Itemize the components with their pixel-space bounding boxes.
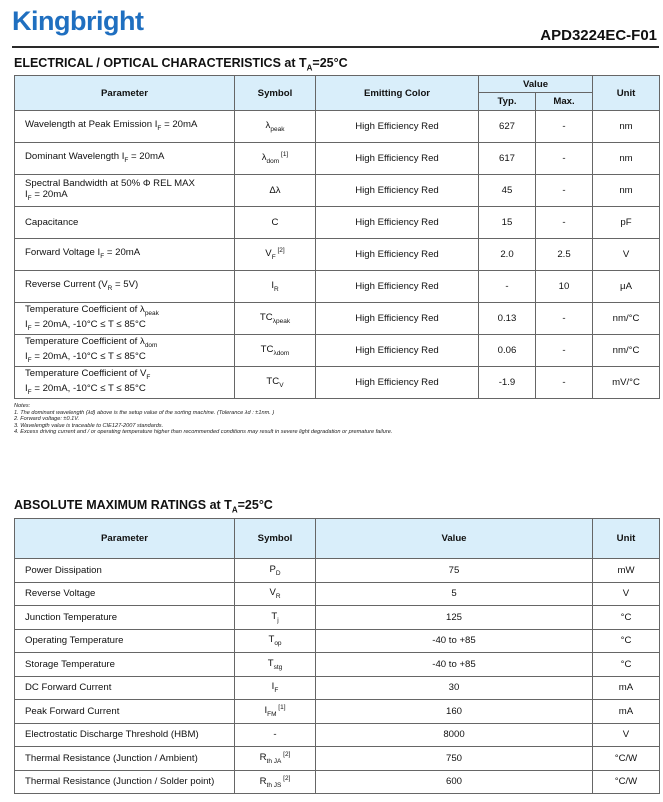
parameter-text: I — [25, 188, 28, 200]
parameter-cell — [15, 207, 235, 239]
parameter-line — [25, 336, 230, 351]
unit-cell: °C/W — [593, 770, 660, 794]
parameter-subscript: F — [27, 194, 32, 202]
parameter-line — [25, 304, 230, 319]
table-row — [15, 747, 660, 771]
typ-value-cell: - — [479, 271, 536, 303]
symbol-text: I — [271, 280, 274, 292]
table-row — [15, 239, 660, 271]
parameter-condition — [25, 189, 230, 204]
symbol-text: - — [273, 729, 277, 741]
value-cell: -40 to +85 — [316, 629, 593, 653]
brand-logo: Kingbright — [12, 6, 144, 36]
symbol-note-ref: [2] — [281, 751, 291, 759]
table-row — [15, 770, 660, 794]
parameter-cell: Electrostatic Discharge Threshold (HBM) — [15, 723, 235, 747]
symbol-text: T — [271, 610, 278, 622]
parameter-condition — [25, 383, 230, 398]
electrical-section-title: ELECTRICAL / OPTICAL CHARACTERISTICS at $T_A=25^\circ C$ — [14, 56, 348, 73]
unit-cell: V — [593, 239, 660, 271]
parameter-text: Dominant Wavelength I — [25, 151, 125, 163]
typ-value-cell: 0.13 — [479, 303, 536, 335]
typ-value-cell: 2.0 — [479, 239, 536, 271]
table-row — [15, 606, 660, 630]
header-symbol: Symbol — [235, 519, 316, 559]
parameter-cell — [15, 111, 235, 143]
symbol-text: I — [264, 705, 268, 717]
parameter-cell: Reverse Voltage — [15, 582, 235, 606]
table-row — [15, 143, 660, 175]
max-value-cell: 2.5 — [536, 239, 593, 271]
parameter-subscript: F — [27, 356, 32, 364]
table-row — [15, 111, 660, 143]
parameter-tail: = 20mA — [161, 119, 198, 131]
symbol-subscript: stg — [273, 663, 283, 671]
typ-value-cell: 617 — [479, 143, 536, 175]
notes-block — [14, 403, 392, 436]
symbol-text: C — [271, 217, 279, 228]
max-value-cell: 10 — [536, 271, 593, 303]
parameter-text: Temperature Coefficient of λ — [25, 303, 145, 315]
parameter-text: Temperature Coefficient of V — [25, 367, 147, 379]
typ-value-cell: 0.06 — [479, 335, 536, 367]
unit-cell: mA — [593, 676, 660, 700]
unit-cell: nm — [593, 143, 660, 175]
parameter-cell: Thermal Resistance (Junction / Solder point) — [15, 770, 235, 794]
symbol-cell — [235, 271, 316, 303]
parameter-text: Reverse Current (V — [25, 279, 108, 291]
symbol-subscript: R — [273, 285, 279, 293]
table-row — [15, 175, 660, 207]
typ-value-cell: 15 — [479, 207, 536, 239]
typ-value-cell: 627 — [479, 111, 536, 143]
parameter-text: Forward Voltage I — [25, 247, 101, 259]
symbol-cell — [235, 143, 316, 175]
parameter-cell — [15, 303, 235, 335]
symbol-text: Δλ — [269, 185, 281, 196]
value-cell: 8000 — [316, 723, 593, 747]
max-value-cell: - — [536, 175, 593, 207]
symbol-cell — [235, 303, 316, 335]
symbol-text: R — [259, 775, 267, 787]
electrical-characteristics-table — [14, 75, 660, 399]
symbol-subscript: R — [275, 593, 281, 601]
symbol-text: V — [269, 587, 276, 599]
value-cell: 600 — [316, 770, 593, 794]
symbol-subscript: F — [274, 687, 279, 695]
symbol-cell — [235, 629, 316, 653]
symbol-subscript: FM — [267, 711, 277, 719]
parameter-tail: = 20mA — [104, 247, 141, 259]
symbol-subscript: th JA — [266, 758, 282, 766]
note-item: 3. Wavelength value is traceable to CIE127-2007 standards. — [14, 422, 164, 429]
max-value-cell: - — [536, 143, 593, 175]
header-max: Max. — [536, 93, 593, 111]
parameter-text: Capacitance — [25, 217, 79, 228]
symbol-subscript: D — [275, 569, 281, 577]
unit-cell: nm/°C — [593, 335, 660, 367]
table-row — [15, 582, 660, 606]
unit-cell: V — [593, 582, 660, 606]
symbol-text: V — [265, 248, 272, 260]
symbol-subscript: dom — [266, 158, 280, 166]
parameter-subscript: peak — [144, 309, 159, 317]
header-value: Value — [479, 76, 593, 93]
unit-cell: °C — [593, 606, 660, 630]
symbol-note-ref: [1] — [279, 151, 289, 159]
unit-cell: °C — [593, 629, 660, 653]
value-cell: 160 — [316, 700, 593, 724]
max-value-cell: - — [536, 111, 593, 143]
symbol-cell — [235, 676, 316, 700]
parameter-line — [25, 151, 230, 166]
emitting-color-cell: High Efficiency Red — [316, 143, 479, 175]
symbol-subscript: op — [274, 640, 282, 648]
unit-cell: °C — [593, 653, 660, 677]
parameter-text: Wavelength at Peak Emission I — [25, 119, 158, 131]
symbol-text: T — [268, 634, 275, 646]
symbol-cell — [235, 747, 316, 771]
symbol-cell — [235, 207, 316, 239]
table-row — [15, 700, 660, 724]
value-cell: 750 — [316, 747, 593, 771]
header-unit: Unit — [593, 519, 660, 559]
parameter-cell: Power Dissipation — [15, 559, 235, 583]
value-cell: 75 — [316, 559, 593, 583]
parameter-text: I — [25, 382, 28, 394]
symbol-text: TC — [259, 312, 273, 324]
table-row — [15, 303, 660, 335]
part-number: APD3224EC-F01 — [540, 27, 657, 44]
parameter-tail: = 20mA, -10°C ≤ T ≤ 85°C — [31, 350, 146, 362]
symbol-subscript: F — [271, 254, 276, 262]
symbol-text: TC — [260, 344, 274, 356]
parameter-tail: = 20mA, -10°C ≤ T ≤ 85°C — [31, 382, 146, 394]
header-divider — [12, 46, 659, 48]
parameter-condition — [25, 351, 230, 366]
unit-cell: mV/°C — [593, 367, 660, 399]
table-row — [15, 207, 660, 239]
table-row — [15, 559, 660, 583]
emitting-color-cell: High Efficiency Red — [316, 175, 479, 207]
symbol-cell — [235, 367, 316, 399]
symbol-subscript: th JS — [266, 781, 282, 789]
parameter-cell — [15, 175, 235, 207]
parameter-text: I — [25, 318, 28, 330]
note-item: 2. Forward voltage: ±0.1V. — [14, 416, 80, 423]
parameter-subscript: F — [100, 252, 105, 260]
parameter-cell: Storage Temperature — [15, 653, 235, 677]
value-cell: 5 — [316, 582, 593, 606]
parameter-cell: Peak Forward Current — [15, 700, 235, 724]
unit-cell: mW — [593, 559, 660, 583]
unit-cell: μA — [593, 271, 660, 303]
unit-cell: nm — [593, 111, 660, 143]
table-row — [15, 676, 660, 700]
emitting-color-cell: High Efficiency Red — [316, 111, 479, 143]
parameter-line — [25, 247, 230, 262]
symbol-subscript: j — [277, 616, 279, 624]
parameter-line — [25, 279, 230, 294]
parameter-cell — [15, 143, 235, 175]
note-item: 1. The dominant wavelength (λd) above is the setup value of the sorting machine. (Tolerance λd : ±1nm. ) — [14, 409, 275, 416]
symbol-text: λ — [261, 152, 267, 164]
parameter-tail: = 20mA, -10°C ≤ T ≤ 85°C — [31, 318, 146, 330]
parameter-subscript: F — [27, 388, 32, 396]
parameter-text: I — [25, 350, 28, 362]
unit-cell: nm — [593, 175, 660, 207]
emitting-color-cell: High Efficiency Red — [316, 207, 479, 239]
symbol-cell — [235, 606, 316, 630]
symbol-note-ref: [2] — [275, 247, 285, 255]
parameter-text: Spectral Bandwidth at 50% Φ REL MAX — [25, 177, 195, 189]
symbol-cell — [235, 239, 316, 271]
unit-cell: V — [593, 723, 660, 747]
max-value-cell: - — [536, 335, 593, 367]
emitting-color-cell: High Efficiency Red — [316, 303, 479, 335]
parameter-tail: = 20mA — [128, 151, 165, 163]
emitting-color-cell: High Efficiency Red — [316, 239, 479, 271]
symbol-cell — [235, 582, 316, 606]
parameter-line — [25, 178, 230, 189]
symbol-text: P — [269, 563, 276, 575]
absolute-max-section-title: ABSOLUTE MAXIMUM RATINGS at $T_A=25^\circ C$ — [14, 498, 273, 515]
notes-title: Notes: — [14, 403, 31, 409]
parameter-subscript: F — [157, 124, 162, 132]
parameter-cell — [15, 239, 235, 271]
parameter-cell: Thermal Resistance (Junction / Ambient) — [15, 747, 235, 771]
table-row — [15, 653, 660, 677]
symbol-cell — [235, 559, 316, 583]
note-item: 4. Excess driving current and / or operating temperature higher than recommended conditions may result in severe light degradation or premature failure. — [14, 429, 393, 436]
unit-cell: °C/W — [593, 747, 660, 771]
unit-cell: mA — [593, 700, 660, 724]
header-typ: Typ. — [479, 93, 536, 111]
table-row — [15, 335, 660, 367]
header-parameter: Parameter — [15, 519, 235, 559]
symbol-text: I — [271, 681, 275, 693]
symbol-cell — [235, 723, 316, 747]
value-cell: 30 — [316, 676, 593, 700]
absolute-max-ratings-table — [14, 518, 660, 794]
header-unit: Unit — [593, 76, 660, 111]
symbol-note-ref: [2] — [281, 774, 291, 782]
unit-cell: nm/°C — [593, 303, 660, 335]
parameter-subscript: R — [107, 284, 113, 292]
parameter-tail: = 5V) — [112, 279, 139, 291]
typ-value-cell: -1.9 — [479, 367, 536, 399]
table-row — [15, 723, 660, 747]
value-cell: 125 — [316, 606, 593, 630]
parameter-condition — [25, 319, 230, 334]
symbol-cell — [235, 653, 316, 677]
parameter-cell: Junction Temperature — [15, 606, 235, 630]
symbol-subscript: λdom — [273, 349, 290, 357]
symbol-text: λ — [265, 120, 271, 132]
parameter-cell — [15, 367, 235, 399]
parameter-tail: = 20mA — [31, 188, 68, 200]
symbol-text: TC — [266, 376, 280, 388]
symbol-subscript: λpeak — [272, 317, 291, 325]
parameter-subscript: F — [124, 156, 129, 164]
emitting-color-cell: High Efficiency Red — [316, 271, 479, 303]
symbol-text: R — [259, 752, 267, 764]
table-row — [15, 629, 660, 653]
symbol-cell — [235, 111, 316, 143]
symbol-text: T — [267, 657, 274, 669]
value-cell: -40 to +85 — [316, 653, 593, 677]
table-row — [15, 367, 660, 399]
parameter-text: Temperature Coefficient of λ — [25, 335, 145, 347]
symbol-cell — [235, 770, 316, 794]
table-row — [15, 271, 660, 303]
parameter-subscript: F — [27, 324, 32, 332]
parameter-line — [25, 217, 230, 228]
parameter-cell — [15, 335, 235, 367]
symbol-cell — [235, 175, 316, 207]
emitting-color-cell: High Efficiency Red — [316, 367, 479, 399]
symbol-cell — [235, 700, 316, 724]
parameter-subscript: F — [146, 373, 151, 381]
parameter-cell — [15, 271, 235, 303]
max-value-cell: - — [536, 303, 593, 335]
unit-cell: pF — [593, 207, 660, 239]
symbol-subscript: peak — [270, 125, 285, 133]
parameter-line — [25, 119, 230, 134]
symbol-subscript: V — [279, 381, 284, 389]
emitting-color-cell: High Efficiency Red — [316, 335, 479, 367]
parameter-cell: DC Forward Current — [15, 676, 235, 700]
parameter-cell: Operating Temperature — [15, 629, 235, 653]
header-parameter: Parameter — [15, 76, 235, 111]
max-value-cell: - — [536, 207, 593, 239]
symbol-cell — [235, 335, 316, 367]
parameter-line — [25, 368, 230, 383]
max-value-cell: - — [536, 367, 593, 399]
header-symbol: Symbol — [235, 76, 316, 111]
typ-value-cell: 45 — [479, 175, 536, 207]
parameter-subscript: dom — [144, 341, 158, 349]
symbol-note-ref: [1] — [276, 704, 286, 712]
header-emitting-color: Emitting Color — [316, 76, 479, 111]
header-value: Value — [316, 519, 593, 559]
